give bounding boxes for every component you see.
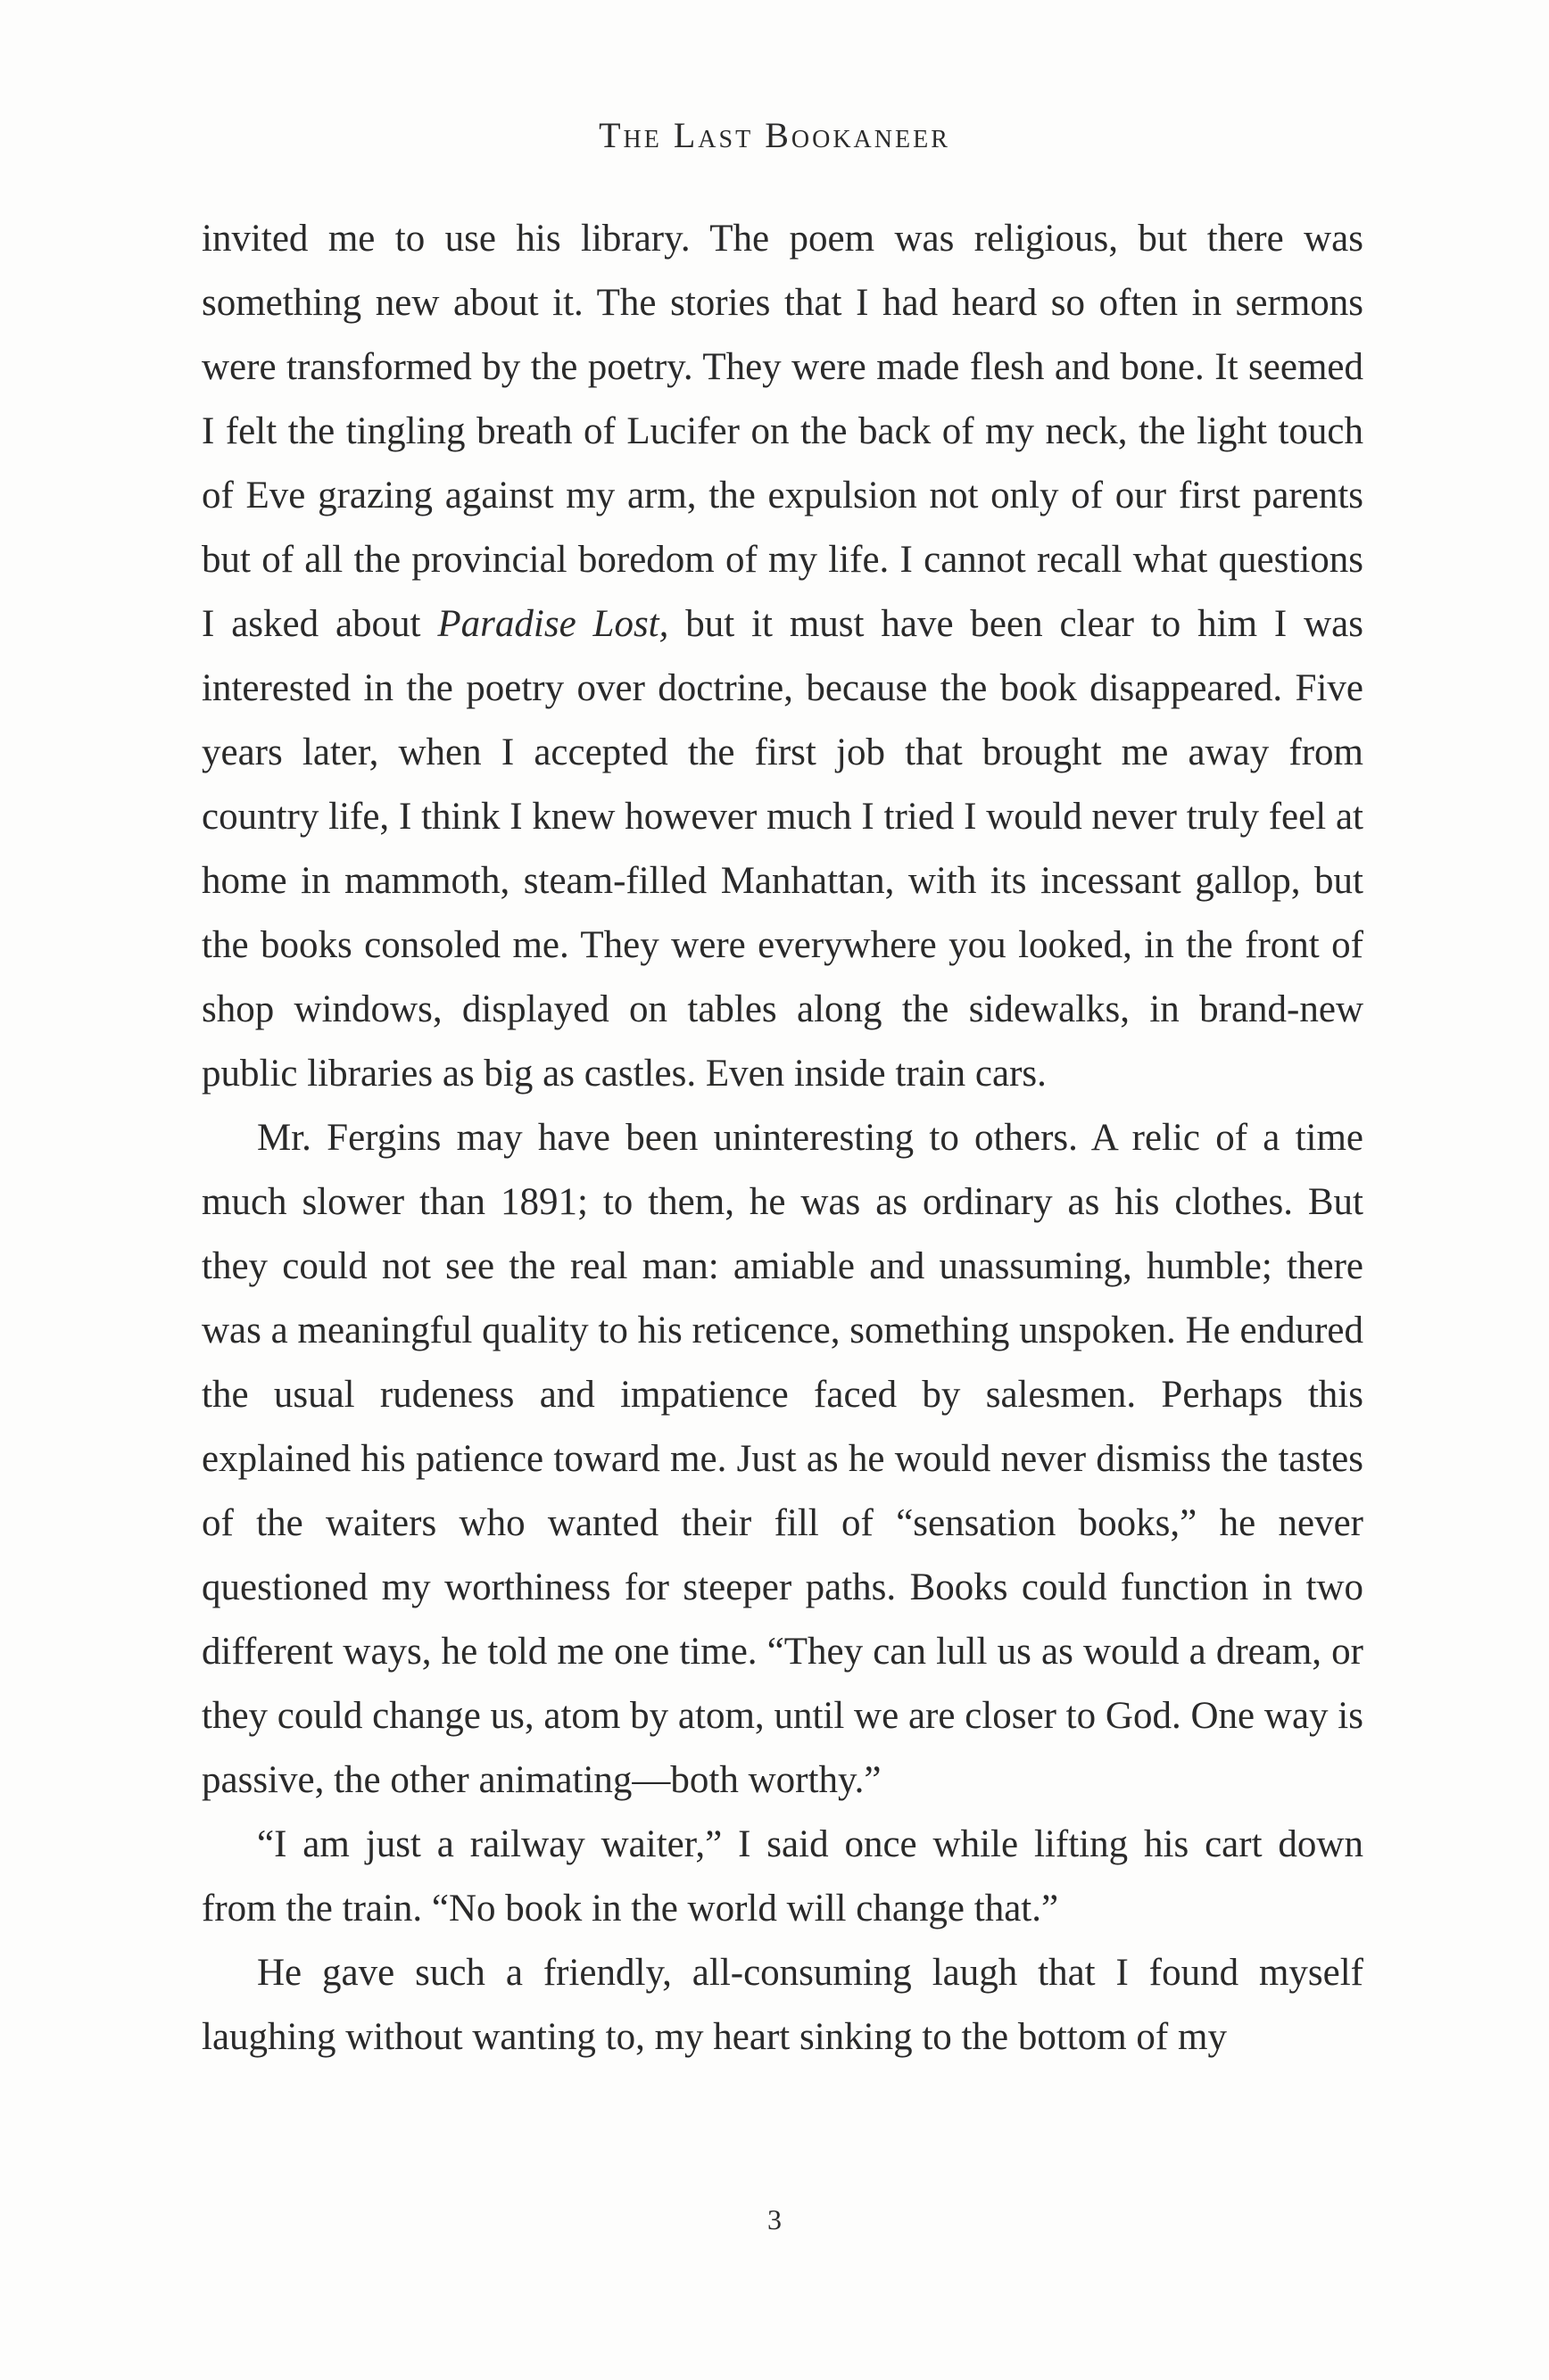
page-number: 3 [767, 2203, 782, 2235]
book-title-paradise-lost: Paradise Lost, [437, 603, 669, 645]
paragraph-2: Mr. Fergins may have been uninteresting to others. A relic of a time much slower than 1891; to them, he was as ordinary as his clothes. But they could not see the real man: amiable and unassuming, humble; there was a meaningful quality to his reticence, something unspoken. He endured the usual rudeness and impatience faced by salesmen. Perhaps this explained his patience toward me. Just as he would never dismiss the tastes of the waiters who wanted their fill of “sensation books,” he never questioned my worthiness for steeper paths. Books could function in two different ways, he told me one time. “They can lull us as would a dream, or they could change us, atom by atom, until we are closer to God. One way is passive, the other animating—both worthy.” [202, 1117, 1363, 1801]
paragraph-4: He gave such a friendly, all-consuming laugh that I found myself laughing without wanting to, my heart sinking to the bottom of my [202, 1952, 1363, 2058]
paragraph-1-text-a: invited me to use his library. The poem was religious, but there was something new about it. The stories that I had heard so often in sermons were transformed by the poetry. They were made flesh and bone. It seemed I felt the tingling breath of Lucifer on the back of my neck, the light touch of Eve grazing against my arm, the expulsion not only of our first parents but of all the provincial boredom of my life. I cannot recall what questions I asked about [202, 218, 1363, 645]
paragraph-3: “I am just a railway waiter,” I said once while lifting his cart down from the train. “No book in the world will change that.” [202, 1823, 1363, 1930]
body-text [202, 207, 1363, 2070]
paragraph-1-text-b: but it must have been clear to him I was interested in the poetry over doctrine, because the book disappeared. Five years later, when I accepted the first job that brought me away from country life, I think I knew however much I tried I would never truly feel at home in mammoth, steam-filled Manhattan, with its incessant gallop, but the books consoled me. They were everywhere you looked, in the front of shop windows, displayed on tables along the sidewalks, in brand-new public libraries as big as castles. Even inside train cars. [202, 603, 1363, 1095]
running-head: The Last Bookaneer [599, 115, 950, 155]
paragraph-1 [202, 207, 1363, 1106]
